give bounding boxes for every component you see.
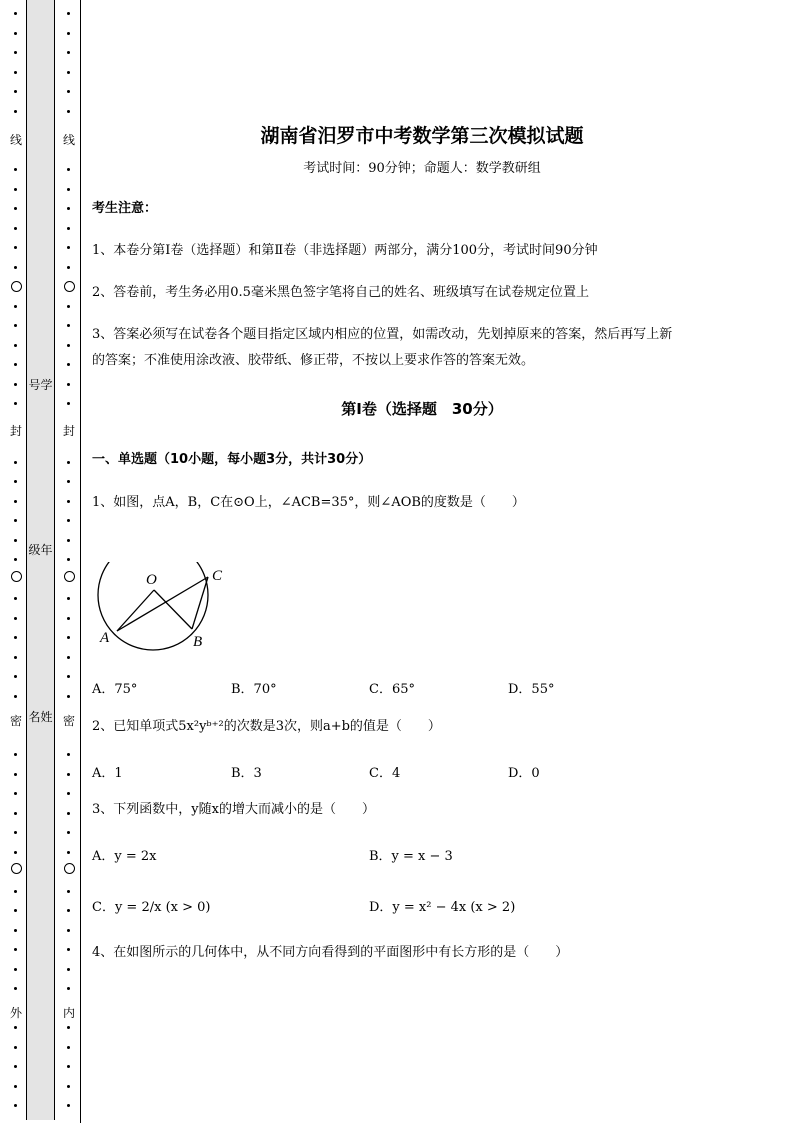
- q2-option-b[interactable]: B．3: [231, 766, 262, 781]
- margin-dot: [14, 812, 17, 815]
- margin-dot: [67, 675, 70, 678]
- margin-dot: [14, 168, 17, 171]
- q3-option-a[interactable]: A．y = 2x: [92, 849, 157, 864]
- margin-dot: [14, 402, 17, 405]
- student-info-strip: [26, 0, 55, 1120]
- outer-circle-mark: [11, 281, 22, 292]
- margin-dot: [14, 1026, 17, 1029]
- margin-dot: [14, 90, 17, 93]
- inner-circle-mark: [64, 281, 75, 292]
- margin-dot: [67, 227, 70, 230]
- margin-dot: [67, 968, 70, 971]
- margin-dot: [14, 831, 17, 834]
- q2-option-c[interactable]: C．4: [369, 766, 401, 781]
- margin-dot: [14, 207, 17, 210]
- exam-subtitle: 考试时间：90分钟；命题人：数学教研组: [303, 161, 541, 176]
- margin-dot: [67, 324, 70, 327]
- outer-circle-mark: [11, 863, 22, 874]
- margin-dot: [67, 90, 70, 93]
- margin-dot: [67, 1085, 70, 1088]
- outer-mark-2: 封: [9, 424, 22, 438]
- margin-dot: [67, 110, 70, 113]
- margin-dot: [14, 987, 17, 990]
- outer-circle-mark: [11, 571, 22, 582]
- q1-option-b[interactable]: B．70°: [231, 682, 277, 697]
- margin-dot: [67, 12, 70, 15]
- notice-item-3-continued: 的答案；不准使用涂改液、胶带纸、修正带，不按以上要求作答的答案无效。: [92, 353, 535, 368]
- margin-dot: [67, 929, 70, 932]
- margin-dot: [14, 656, 17, 659]
- margin-dot: [67, 539, 70, 542]
- margin-dot: [14, 1104, 17, 1107]
- margin-dot: [14, 597, 17, 600]
- margin-dot: [67, 792, 70, 795]
- question-1-text: 1、如图，点A，B，C在⊙O上，∠ACB=35°，则∠AOB的度数是（ ）: [92, 495, 525, 510]
- q2-option-a[interactable]: A．1: [92, 766, 123, 781]
- binding-margin: [0, 0, 82, 1123]
- margin-dot: [14, 890, 17, 893]
- margin-dot: [14, 753, 17, 756]
- label-c: C: [212, 568, 223, 584]
- q3-option-d[interactable]: D．y = x² − 4x (x > 2): [369, 900, 516, 915]
- margin-dot: [14, 480, 17, 483]
- margin-dot: [67, 987, 70, 990]
- margin-dot: [67, 246, 70, 249]
- margin-dot: [14, 773, 17, 776]
- circle-geometry-figure: [95, 562, 235, 654]
- q2-option-d[interactable]: D．0: [508, 766, 540, 781]
- margin-dot: [67, 402, 70, 405]
- margin-dot: [14, 266, 17, 269]
- margin-dot: [67, 909, 70, 912]
- label-a: A: [100, 630, 110, 646]
- section-title: 第I卷（选择题 30分）: [341, 400, 503, 418]
- margin-dot: [67, 773, 70, 776]
- margin-dot: [67, 383, 70, 386]
- margin-dot: [14, 851, 17, 854]
- margin-dot: [67, 656, 70, 659]
- margin-dot: [67, 831, 70, 834]
- margin-dot: [14, 539, 17, 542]
- margin-dot: [14, 51, 17, 54]
- notice-item-3: 3、答案必须写在试卷各个题目指定区域内相应的位置，如需改动，先划掉原来的答案，然后再写上新: [92, 327, 673, 342]
- notice-item-2: 2、答卷前，考生务必用0.5毫米黑色签字笔将自己的姓名、班级填写在试卷规定位置上: [92, 285, 589, 300]
- q3-option-b[interactable]: B．y = x − 3: [369, 849, 453, 864]
- margin-dot: [67, 188, 70, 191]
- margin-dot: [67, 812, 70, 815]
- margin-dot: [67, 32, 70, 35]
- margin-dot: [67, 617, 70, 620]
- part-heading: 一、单选题（10小题，每小题3分，共计30分）: [92, 452, 372, 467]
- margin-dot: [67, 558, 70, 561]
- margin-border-line: [80, 0, 81, 1123]
- inner-circle-mark: [64, 863, 75, 874]
- margin-dot: [67, 71, 70, 74]
- segment-ao: [117, 590, 154, 631]
- outer-mark-4: 密: [9, 714, 22, 728]
- notice-item-1: 1、本卷分第I卷（选择题）和第Ⅱ卷（非选择题）两部分，满分100分，考试时间90分钟: [92, 243, 598, 258]
- margin-dot: [67, 266, 70, 269]
- margin-dot: [67, 1104, 70, 1107]
- margin-dot: [14, 188, 17, 191]
- margin-dot: [14, 305, 17, 308]
- margin-dot: [14, 32, 17, 35]
- margin-dot: [14, 246, 17, 249]
- margin-dot: [67, 753, 70, 756]
- inner-mark-2: 封: [62, 424, 75, 438]
- margin-dot: [14, 909, 17, 912]
- margin-dot: [14, 344, 17, 347]
- margin-dot: [14, 461, 17, 464]
- label-b: B: [193, 634, 203, 650]
- margin-dot: [14, 929, 17, 932]
- margin-dot: [67, 480, 70, 483]
- outer-dotted-line: [9, 0, 23, 1123]
- outer-mark-0: 线: [9, 133, 22, 147]
- margin-dot: [14, 792, 17, 795]
- q1-option-d[interactable]: D．55°: [508, 682, 555, 697]
- margin-dot: [67, 948, 70, 951]
- label-o: O: [146, 572, 157, 588]
- margin-dot: [14, 1046, 17, 1049]
- margin-dot: [14, 968, 17, 971]
- question-3-text: 3、下列函数中，y随x的增大而减小的是（ ）: [92, 802, 375, 817]
- notice-heading: 考生注意：: [92, 201, 158, 216]
- q1-option-a[interactable]: A．75°: [92, 682, 138, 697]
- margin-dot: [67, 461, 70, 464]
- margin-dot: [67, 1065, 70, 1068]
- question-2-text: 2、已知单项式5x²yᵇ⁺²的次数是3次，则a+b的值是（ ）: [92, 719, 441, 734]
- margin-dot: [14, 71, 17, 74]
- margin-dot: [14, 695, 17, 698]
- margin-dot: [14, 519, 17, 522]
- margin-dot: [67, 168, 70, 171]
- inner-mark-6: 内: [62, 1006, 75, 1020]
- q1-option-c[interactable]: C．65°: [369, 682, 415, 697]
- margin-dot: [14, 227, 17, 230]
- margin-dot: [67, 363, 70, 366]
- margin-dot: [14, 363, 17, 366]
- inner-circle-mark: [64, 571, 75, 582]
- margin-dot: [67, 207, 70, 210]
- margin-dot: [14, 12, 17, 15]
- class-label: 级年: [28, 543, 53, 557]
- outer-mark-6: 外: [9, 1006, 22, 1020]
- exam-number-label: 号学: [28, 378, 53, 392]
- question-4-text: 4、在如图所示的几何体中，从不同方向看得到的平面图形中有长方形的是（ ）: [92, 945, 569, 960]
- q3-option-c[interactable]: C．y = 2/x (x > 0): [92, 900, 211, 915]
- inner-mark-4: 密: [62, 714, 75, 728]
- segment-ob: [154, 590, 192, 629]
- margin-dot: [67, 1026, 70, 1029]
- margin-dot: [67, 1046, 70, 1049]
- margin-dot: [67, 851, 70, 854]
- exam-title: 湖南省汨罗市中考数学第三次模拟试题: [260, 125, 584, 147]
- name-label: 名姓: [28, 710, 53, 724]
- margin-dot: [14, 948, 17, 951]
- margin-dot: [67, 51, 70, 54]
- inner-dotted-line: [62, 0, 76, 1123]
- margin-dot: [14, 636, 17, 639]
- margin-dot: [14, 110, 17, 113]
- margin-dot: [14, 558, 17, 561]
- margin-dot: [14, 1085, 17, 1088]
- margin-dot: [14, 675, 17, 678]
- margin-dot: [14, 500, 17, 503]
- margin-dot: [67, 344, 70, 347]
- inner-mark-0: 线: [62, 133, 75, 147]
- margin-dot: [67, 636, 70, 639]
- margin-dot: [67, 695, 70, 698]
- margin-dot: [67, 500, 70, 503]
- margin-dot: [67, 890, 70, 893]
- margin-dot: [67, 597, 70, 600]
- margin-dot: [14, 617, 17, 620]
- margin-dot: [14, 324, 17, 327]
- margin-dot: [14, 383, 17, 386]
- margin-dot: [67, 305, 70, 308]
- margin-dot: [67, 519, 70, 522]
- margin-dot: [14, 1065, 17, 1068]
